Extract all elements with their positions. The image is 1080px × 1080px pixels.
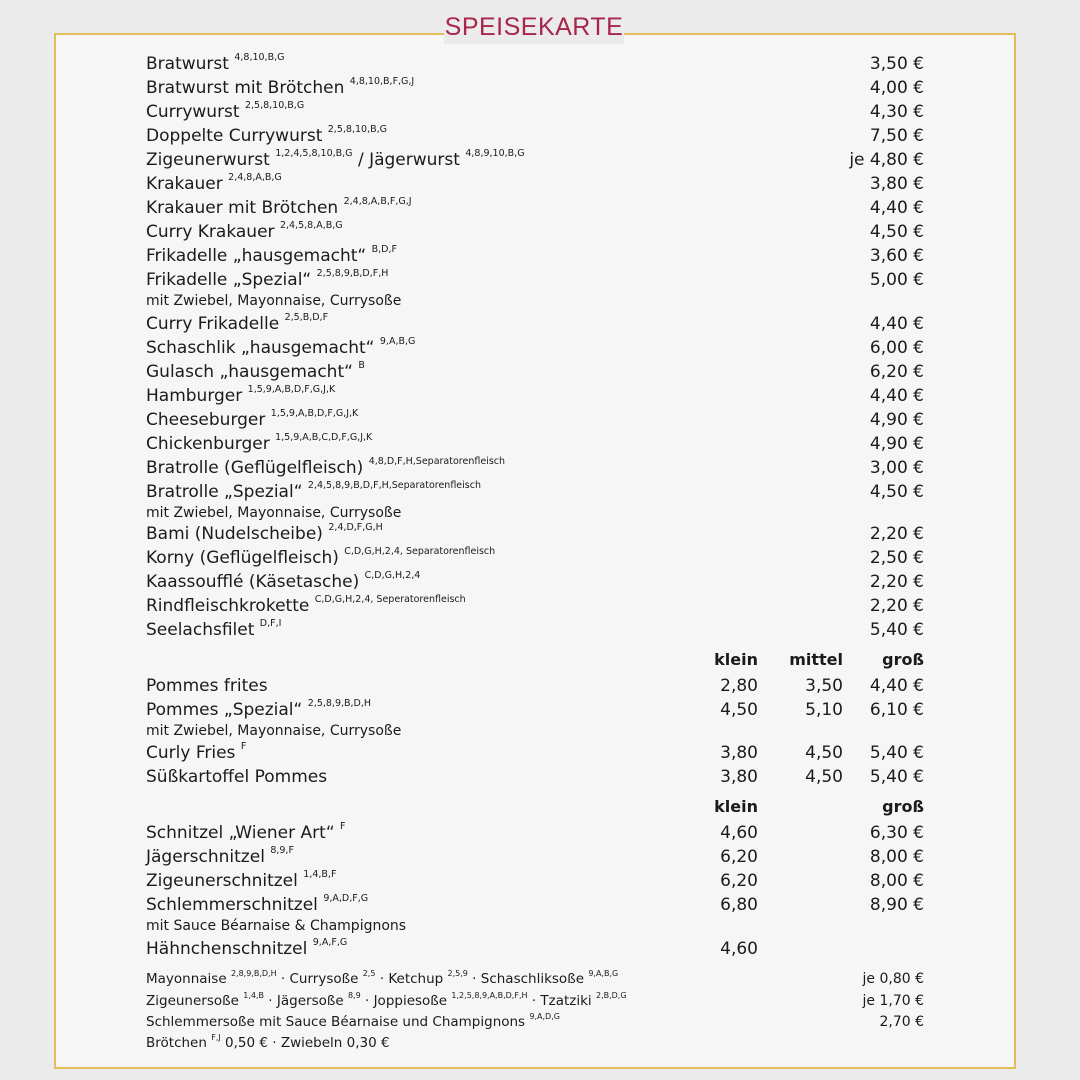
allergen-codes: 1,5,9,A,B,C,D,F,G,J,K [275, 432, 373, 444]
item-name: Gulasch „hausgemacht“ $^B$ [146, 360, 365, 382]
menu-row [146, 674, 926, 698]
price-klein: 4,50 [720, 700, 758, 720]
allergen-codes: 9,A,F,G [312, 937, 348, 949]
item-name: Currywurst $^{2,5,8,10,B,G}$ [146, 100, 305, 122]
price-gross: 5,40 € [869, 767, 924, 787]
item-name: Seelachsfilet $^{D,F,I}$ [146, 618, 282, 640]
item-name: Doppelte Currywurst $^{2,5,8,10,B,G}$ [146, 124, 387, 146]
item-name: Hähnchenschnitzel $^{9,A,F,G}$ [146, 937, 348, 959]
item-price: 4,30 € [869, 102, 924, 122]
allergen-codes: 2,4,D,F,G,H [328, 522, 383, 534]
item-name: Krakauer $^{2,4,8,A,B,G}$ [146, 172, 282, 194]
price-klein: 6,20 [720, 847, 758, 867]
allergen-codes: 9,A,B,G [379, 336, 416, 348]
item-name: Schaschlik „hausgemacht“ $^{9,A,B,G}$ [146, 336, 416, 358]
menu-row [146, 795, 926, 819]
sauce-names: Mayonnaise $^{2,8,9,B,D,H}$ · Currysoße $^{2,5}$ · Ketchup $^{2,5,9}$ · Schaschliksoße $^{9,A,B,G}$ [146, 968, 619, 987]
item-description: mit Zwiebel, Mayonnaise, Currysoße [146, 723, 402, 739]
col-header-mittel: mittel [789, 650, 843, 669]
allergen-codes: 2,B,D,G [595, 990, 627, 1000]
allergen-codes: C,D,G,H,2,4, Seperatorenfleisch [314, 594, 466, 606]
item-name: Zigeunerwurst $^{1,2,4,5,8,10,B,G}$ / Jägerwurst $^{4,8,9,10,B,G}$ [146, 148, 525, 170]
col-header-klein: klein [714, 650, 758, 669]
menu-row [146, 336, 926, 360]
allergen-codes: 8,9 [347, 990, 361, 1000]
item-name: Pommes „Spezial“ $^{2,5,8,9,B,D,H}$ [146, 698, 372, 720]
item-name: Chickenburger $^{1,5,9,A,B,C,D,F,G,J,K}$ [146, 432, 373, 454]
allergen-codes: 2,5 [362, 968, 376, 978]
sauce-price: 2,70 € [879, 1014, 924, 1030]
sauce-names: Schlemmersoße mit Sauce Béarnaise und Champignons $^{9,A,D,G}$ [146, 1011, 560, 1030]
allergen-codes: 1,5,9,A,B,D,F,G,J,K [270, 408, 359, 420]
sauce-names: Brötchen $^{F,J}$ 0,50 € · Zwiebeln 0,30 € [146, 1032, 390, 1051]
item-price: 4,40 € [869, 314, 924, 334]
item-description: mit Zwiebel, Mayonnaise, Currysoße [146, 505, 402, 521]
allergen-codes: 2,5,8,10,B,G [244, 100, 305, 112]
price-gross: 6,10 € [869, 700, 924, 720]
allergen-codes: 2,4,5,8,9,B,D,F,H,Separatorenfleisch [307, 480, 481, 492]
menu-row [146, 360, 926, 384]
allergen-codes: 2,4,8,A,B,G [228, 172, 282, 184]
item-price: 6,20 € [869, 362, 924, 382]
item-price: 2,20 € [869, 572, 924, 592]
item-name: Kaassoufflé (Käsetasche) $^{C,D,G,H,2,4}$ [146, 570, 421, 592]
item-name: Bratwurst $^{4,8,10,B,G}$ [146, 52, 285, 74]
item-name: Bratwurst mit Brötchen $^{4,8,10,B,F,G,J}$ [146, 76, 415, 98]
allergen-codes: 2,4,5,8,A,B,G [279, 220, 343, 232]
menu-row [146, 522, 926, 546]
item-price: 2,50 € [869, 548, 924, 568]
item-price: je 4,80 € [849, 150, 924, 170]
item-name: Bami (Nudelscheibe) $^{2,4,D,F,G,H}$ [146, 522, 383, 544]
allergen-codes: F [240, 741, 247, 753]
price-klein: 4,60 [720, 939, 758, 959]
price-klein: 2,80 [720, 676, 758, 696]
item-name: Curly Fries $^F$ [146, 741, 247, 763]
price-mittel: 3,50 [805, 676, 843, 696]
price-klein: 6,20 [720, 871, 758, 891]
menu-row [146, 594, 926, 618]
menu-row [146, 384, 926, 408]
allergen-codes: F [340, 821, 346, 833]
menu-row [146, 741, 926, 765]
allergen-codes: 2,5,8,10,B,G [327, 124, 387, 136]
price-klein: 6,80 [720, 895, 758, 915]
item-price: 2,20 € [869, 524, 924, 544]
item-price: 4,40 € [869, 386, 924, 406]
item-price: 5,40 € [869, 620, 924, 640]
allergen-codes: 2,5,8,9,B,D,H [307, 698, 372, 710]
col-header-gross: groß [882, 797, 924, 816]
sauce-names: Zigeunersoße $^{1,4,B}$ · Jägersoße $^{8,9}$ · Joppiesoße $^{1,2,5,8,9,A,B,D,F,H}$ · Tzatziki $^{2,B,D,G}$ [146, 990, 627, 1009]
menu-row [146, 196, 926, 220]
menu-row [146, 220, 926, 244]
menu-row [146, 937, 926, 961]
price-klein: 3,80 [720, 743, 758, 763]
menu-row [146, 893, 926, 917]
price-gross: 8,00 € [869, 847, 924, 867]
item-name: Hamburger $^{1,5,9,A,B,D,F,G,J,K}$ [146, 384, 336, 406]
item-price: 5,00 € [869, 270, 924, 290]
item-name: Bratrolle (Geflügelfleisch) $^{4,8,D,F,H,Separatorenfleisch}$ [146, 456, 506, 478]
sauce-row [146, 1032, 926, 1056]
item-name: Schnitzel „Wiener Art“ $^F$ [146, 821, 346, 843]
menu-title: SPEISEKARTE [444, 10, 624, 44]
item-price: 7,50 € [869, 126, 924, 146]
item-name: Jägerschnitzel $^{8,9,F}$ [146, 845, 294, 867]
price-gross: 5,40 € [869, 743, 924, 763]
allergen-codes: 1,5,9,A,B,D,F,G,J,K [247, 384, 336, 396]
item-name: Rindfleischkrokette $^{C,D,G,H,2,4, Seperatorenfleisch}$ [146, 594, 466, 616]
menu-row [146, 456, 926, 480]
item-price: 3,50 € [869, 54, 924, 74]
menu-row [146, 172, 926, 196]
sauce-price: je 0,80 € [862, 971, 924, 987]
menu-row [146, 648, 926, 672]
item-price: 2,20 € [869, 596, 924, 616]
item-price: 4,00 € [869, 78, 924, 98]
allergen-codes: 4,8,10,B,G [234, 52, 285, 64]
allergen-codes: 1,2,4,5,8,10,B,G [275, 148, 353, 160]
allergen-codes: 2,5,8,9,B,D,F,H [316, 268, 389, 280]
item-name: Frikadelle „hausgemacht“ $^{B,D,F}$ [146, 244, 397, 266]
item-name: Zigeunerschnitzel $^{1,4,B,F}$ [146, 869, 337, 891]
allergen-codes: 9,A,B,G [588, 968, 619, 978]
allergen-codes: 4,8,D,F,H,Separatorenfleisch [368, 456, 506, 468]
sauce-row [146, 968, 926, 992]
menu-row [146, 268, 926, 292]
menu-row [146, 618, 926, 642]
allergen-codes: 1,4,B,F [303, 869, 337, 881]
item-price: 4,40 € [869, 198, 924, 218]
item-name: Cheeseburger $^{1,5,9,A,B,D,F,G,J,K}$ [146, 408, 359, 430]
item-name: Krakauer mit Brötchen $^{2,4,8,A,B,F,G,J}$ [146, 196, 412, 218]
price-mittel: 4,50 [805, 743, 843, 763]
allergen-codes: F,J [211, 1032, 221, 1042]
item-price: 4,90 € [869, 410, 924, 430]
item-price: 3,00 € [869, 458, 924, 478]
menu-row [146, 312, 926, 336]
price-gross: 8,90 € [869, 895, 924, 915]
price-klein: 4,60 [720, 823, 758, 843]
item-name: Curry Krakauer $^{2,4,5,8,A,B,G}$ [146, 220, 343, 242]
allergen-codes: C,D,G,H,2,4, Separatorenfleisch [344, 546, 496, 558]
menu-row [146, 570, 926, 594]
allergen-codes: 2,5,9 [447, 968, 468, 978]
price-gross: 4,40 € [869, 676, 924, 696]
menu-row [146, 869, 926, 893]
menu-row [146, 821, 926, 845]
allergen-codes: 2,8,9,B,D,H [230, 968, 277, 978]
menu-row [146, 765, 926, 789]
menu-row [146, 845, 926, 869]
item-price: 4,50 € [869, 482, 924, 502]
item-name: Bratrolle „Spezial“ $^{2,4,5,8,9,B,D,F,H,Separatorenfleisch}$ [146, 480, 481, 502]
menu-row [146, 148, 926, 172]
price-gross: 6,30 € [869, 823, 924, 843]
price-gross: 8,00 € [869, 871, 924, 891]
menu-row [146, 408, 926, 432]
menu-row [146, 244, 926, 268]
menu-row [146, 124, 926, 148]
menu-row [146, 698, 926, 722]
item-price: 3,80 € [869, 174, 924, 194]
price-mittel: 5,10 [805, 700, 843, 720]
allergen-codes: B [358, 360, 365, 372]
menu-row [146, 76, 926, 100]
allergen-codes: 1,2,5,8,9,A,B,D,F,H [451, 990, 528, 1000]
allergen-codes: 9,A,D,G [529, 1011, 560, 1021]
menu-row [146, 546, 926, 570]
item-price: 3,60 € [869, 246, 924, 266]
allergen-codes: 4,8,9,10,B,G [465, 148, 525, 160]
allergen-codes: 4,8,10,B,F,G,J [349, 76, 415, 88]
item-price: 6,00 € [869, 338, 924, 358]
allergen-codes: D,F,I [259, 618, 282, 630]
allergen-codes: 9,A,D,F,G [323, 893, 369, 905]
menu-row [146, 100, 926, 124]
item-name: Schlemmerschnitzel $^{9,A,D,F,G}$ [146, 893, 369, 915]
allergen-codes: B,D,F [371, 244, 397, 256]
item-name: Korny (Geflügelfleisch) $^{C,D,G,H,2,4, Separatorenfleisch}$ [146, 546, 496, 568]
allergen-codes: 2,5,B,D,F [284, 312, 329, 324]
menu-row [146, 480, 926, 504]
price-klein: 3,80 [720, 767, 758, 787]
allergen-codes: C,D,G,H,2,4 [364, 570, 421, 582]
sauce-price: je 1,70 € [862, 993, 924, 1009]
item-name: Curry Frikadelle $^{2,5,B,D,F}$ [146, 312, 329, 334]
item-price: 4,50 € [869, 222, 924, 242]
allergen-codes: 8,9,F [270, 845, 294, 857]
item-name: Frikadelle „Spezial“ $^{2,5,8,9,B,D,F,H}$ [146, 268, 389, 290]
menu-row [146, 52, 926, 76]
menu-row [146, 432, 926, 456]
col-header-klein: klein [714, 797, 758, 816]
allergen-codes: 1,4,B [243, 990, 265, 1000]
allergen-codes: 2,4,8,A,B,F,G,J [343, 196, 412, 208]
item-description: mit Zwiebel, Mayonnaise, Currysoße [146, 293, 402, 309]
item-name: Süßkartoffel Pommes [146, 767, 328, 787]
col-header-gross: groß [882, 650, 924, 669]
item-name: Pommes frites [146, 676, 268, 696]
item-description: mit Sauce Béarnaise & Champignons [146, 918, 407, 934]
item-price: 4,90 € [869, 434, 924, 454]
price-mittel: 4,50 [805, 767, 843, 787]
